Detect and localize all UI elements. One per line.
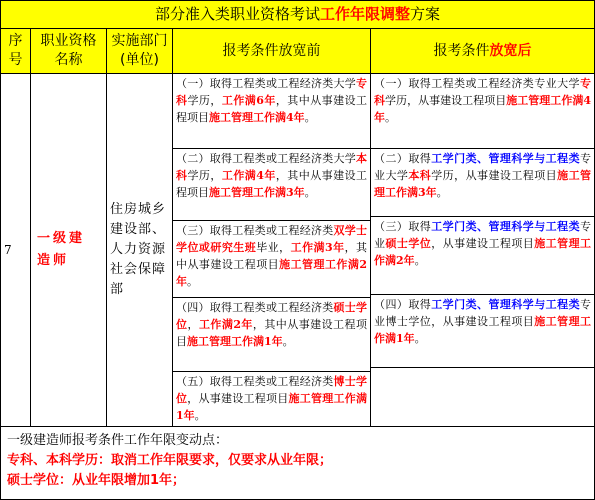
text-segment: 施工管理工作满4年 xyxy=(209,111,305,124)
text-segment: ，其中从事建设工程项目 xyxy=(176,169,368,199)
change-notes xyxy=(1,427,594,499)
after-item xyxy=(371,295,594,368)
text-segment: 工学门类、管理科学与工程类 xyxy=(431,220,581,233)
text-segment: 工作满4年 xyxy=(221,169,276,182)
text-segment: ，其中从事建设工程项目 xyxy=(176,241,368,271)
after-item xyxy=(371,149,594,217)
text-segment: 本科 xyxy=(408,169,432,182)
text-segment: ，从事建设工程项目 xyxy=(431,237,535,250)
text-segment: ，其中从事建设工程项目 xyxy=(176,318,368,348)
text-segment: 工作满2年 xyxy=(198,318,253,331)
before-item xyxy=(173,298,371,372)
text-segment: ，从事建设工程项目 xyxy=(187,392,289,405)
before-item xyxy=(173,74,371,149)
text-segment: 施工管理工作满2年 xyxy=(176,258,368,288)
header-before: 报考条件放宽前 xyxy=(173,29,371,74)
text-segment: 。 xyxy=(304,111,316,124)
before-item xyxy=(173,372,371,427)
row-dept: 住房城乡建设部、人力资源社会保障部 xyxy=(107,74,173,427)
row-name: 一级建造师 xyxy=(31,74,107,427)
text-segment: 双学士学位或研究生班 xyxy=(176,224,367,254)
text-segment: 施工管理工作满3年 xyxy=(209,186,305,199)
text-segment: 施工管理工作满3年 xyxy=(374,169,592,199)
after-empty-cell xyxy=(371,368,594,427)
text-segment: 硕士学位 xyxy=(176,301,367,331)
title-text: 部分准入类职业资格考试 xyxy=(154,5,320,23)
text-segment: （一）取得工程类或工程经济类大学 xyxy=(176,77,356,90)
text-segment: 。 xyxy=(187,275,198,288)
text-segment: 施工管理工作满2年 xyxy=(374,237,592,267)
text-segment: 。 xyxy=(282,335,294,348)
text-segment: 学历，从事建设工程项目 xyxy=(431,169,558,182)
text-segment: 硕士学位 xyxy=(385,237,432,250)
text-segment: 博士学位 xyxy=(176,375,367,405)
text-segment: 施工管理工作满1年 xyxy=(176,392,367,422)
text-segment: 。 xyxy=(414,254,426,267)
text-segment: （三）取得工程类或工程经济类 xyxy=(176,224,334,237)
text-segment: 专业博士学位，从事建设工程项目 xyxy=(374,298,592,328)
text-segment: （二）取得工程类或工程经济类大学 xyxy=(176,152,356,165)
text-segment: （四）取得 xyxy=(374,298,432,311)
text-segment: 工学门类、管理科学与工程类 xyxy=(431,298,581,311)
page-title xyxy=(1,1,594,29)
text-segment: 工作满6年 xyxy=(221,94,276,107)
text-segment: 专科 xyxy=(374,77,591,107)
before-item xyxy=(173,149,371,221)
text-segment: （一）取得工程类或工程经济类专业大学 xyxy=(374,77,580,90)
text-segment: 专业大学 xyxy=(374,152,592,182)
after-item xyxy=(371,217,594,295)
notes-item: 硕士学位：从业年限增加1年； xyxy=(7,473,186,488)
after-item xyxy=(371,74,594,149)
text-segment: （五）取得工程类或工程经济类 xyxy=(176,375,334,388)
text-segment: 毕业， xyxy=(256,241,291,254)
title-highlight: 工作年限调整 xyxy=(319,5,410,23)
text-segment: 学历， xyxy=(187,169,222,182)
notes-heading: 一级建造师报考条件工作年限变动点： xyxy=(7,433,229,448)
text-segment: 专业 xyxy=(374,220,592,250)
text-segment: 工作满3年 xyxy=(290,241,345,254)
text-segment: ， xyxy=(187,318,199,331)
header-seq: 序号 xyxy=(1,29,31,74)
text-segment: （二）取得 xyxy=(374,152,432,165)
text-segment: 施工管理工作满4年 xyxy=(374,94,592,124)
text-segment: 施工管理工作满1年 xyxy=(374,315,592,345)
header-dept: 实施部门 (单位) xyxy=(107,29,173,74)
text-segment: （三）取得 xyxy=(374,220,432,233)
notes-item: 专科、本科学历：取消工作年限要求，仅要求从业年限； xyxy=(7,453,333,468)
text-segment: 。 xyxy=(414,332,426,345)
text-segment: 工学门类、管理科学与工程类 xyxy=(431,152,581,165)
before-item xyxy=(173,221,371,298)
text-segment: 学历， xyxy=(187,94,222,107)
header-name: 职业资格名称 xyxy=(31,29,107,74)
text-segment: 专科 xyxy=(176,77,367,107)
text-segment: 。 xyxy=(194,409,206,422)
text-segment: 。 xyxy=(385,111,396,124)
text-segment: 。 xyxy=(436,186,448,199)
row-seq: 7 xyxy=(1,74,31,427)
text-segment: 施工管理工作满1年 xyxy=(187,335,283,348)
text-segment: 学历，从事建设工程项目 xyxy=(385,94,507,107)
text-segment: 。 xyxy=(304,186,316,199)
title-suffix: 方案 xyxy=(410,5,441,23)
text-segment: （四）取得工程类或工程经济类 xyxy=(176,301,334,314)
text-segment: 本科 xyxy=(176,152,367,182)
header-after: 报考条件放宽后 xyxy=(371,29,594,74)
text-segment: ，其中从事建设工程项目 xyxy=(176,94,368,124)
